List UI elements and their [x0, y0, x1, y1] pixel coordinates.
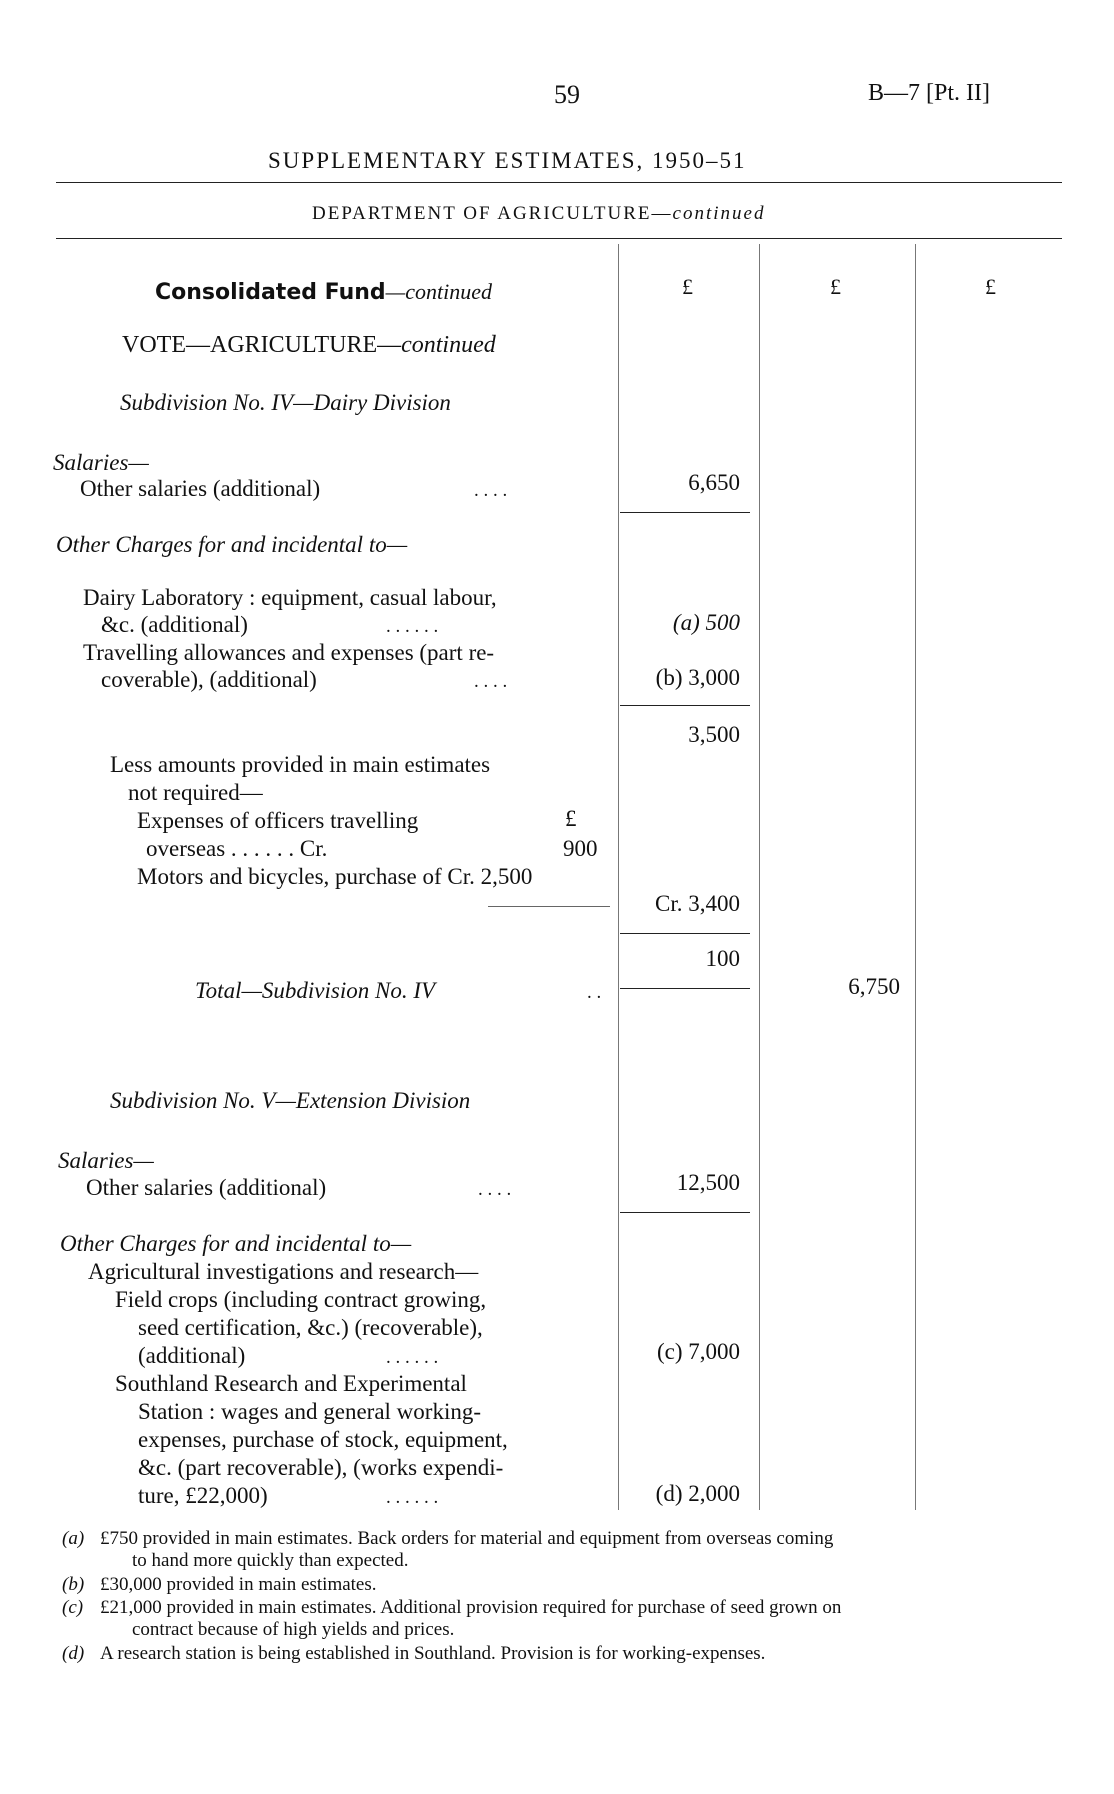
- subdivision-5-other-salaries: Other salaries (additional): [86, 1175, 327, 1200]
- subdivision-4-total-label: Total—Subdivision No. IV: [195, 978, 436, 1003]
- footnote-c-line-1: £21,000 provided in main estimates. Additional provision required for purchase of seed grown on: [100, 1597, 842, 1618]
- subdivision-5-other-charges-heading: Other Charges for and incidental to—: [60, 1231, 412, 1256]
- subdivision-4-credit-rule: [620, 933, 750, 934]
- southland-research-leaders: . . . . . .: [386, 1487, 439, 1508]
- department-name: DEPARTMENT OF AGRICULTURE—: [312, 203, 673, 224]
- footnote-d-line-1: A research station is being established in Southland. Provision is for working-expenses.: [100, 1643, 766, 1664]
- footnote-a-line-2: to hand more quickly than expected.: [132, 1550, 409, 1571]
- less-amounts-line-1: Less amounts provided in main estimates: [110, 752, 491, 777]
- vote-heading: [122, 332, 496, 359]
- motors-bicycles-line: Motors and bicycles, purchase of Cr. 2,500: [137, 864, 533, 889]
- subdivision-4-other-salaries: Other salaries (additional): [80, 476, 321, 501]
- fund-continued: —continued: [385, 279, 492, 304]
- expenses-pound-sign: £: [565, 806, 577, 831]
- subdivision-4-salaries-rule: [620, 512, 750, 513]
- subdivision-5-salaries-rule: [620, 1212, 750, 1213]
- page-title: SUPPLEMENTARY ESTIMATES, 1950–51: [268, 148, 747, 173]
- dairy-laboratory-leaders: . . . . . .: [386, 616, 439, 637]
- column-rule-3: [915, 244, 916, 1510]
- footnote-a-mark: (a): [62, 1528, 85, 1549]
- southland-research-line-4: &c. (part recoverable), (works expendi-: [138, 1455, 504, 1480]
- dairy-laboratory-amount: (a) 500: [672, 610, 740, 635]
- travelling-allowances-leaders: . . . .: [474, 671, 508, 692]
- footnote-d-mark: (d): [62, 1643, 85, 1664]
- fund-heading: [155, 279, 492, 305]
- southland-research-line-2: Station : wages and general working-: [138, 1399, 481, 1424]
- subdivision-5-other-salaries-amount: 12,500: [676, 1170, 740, 1195]
- field-crops-line-3: (additional): [138, 1343, 246, 1368]
- field-crops-leaders: . . . . . .: [386, 1347, 439, 1368]
- field-crops-amount: (c) 7,000: [656, 1339, 740, 1364]
- subdivision-4-other-salaries-amount: 6,650: [688, 470, 740, 495]
- expenses-officers-line-2: overseas . . . . . . Cr.: [146, 836, 328, 861]
- subdivision-4-credit-total: Cr. 3,400: [655, 891, 740, 916]
- field-crops-line-1: Field crops (including contract growing,: [115, 1287, 487, 1312]
- travelling-allowances-amount: (b) 3,000: [655, 665, 740, 690]
- less-amounts-line-2: not required—: [128, 780, 263, 805]
- subdivision-5-other-salaries-leaders: . . . .: [478, 1179, 512, 1200]
- footnote-b-mark: (b): [62, 1574, 85, 1595]
- travelling-allowances-line-1: Travelling allowances and expenses (part re-: [83, 640, 495, 665]
- vote-continued: continued: [401, 332, 496, 358]
- travelling-allowances-line-2: coverable), (additional): [101, 667, 317, 692]
- document-reference: B—7 [Pt. II]: [868, 80, 990, 106]
- subdivision-4-net: 100: [705, 946, 740, 971]
- column-rule-1: [618, 244, 619, 1510]
- footnote-a-line-1: £750 provided in main estimates. Back orders for material and equipment from overseas coming: [100, 1528, 834, 1549]
- southland-research-amount: (d) 2,000: [655, 1481, 740, 1506]
- subdivision-4-net-rule: [620, 988, 750, 989]
- subdivision-4-subtotal-rule: [620, 705, 750, 706]
- department-continued: continued: [672, 203, 766, 224]
- southland-research-line-3: expenses, purchase of stock, equipment,: [138, 1427, 508, 1452]
- page-number: 59: [554, 80, 580, 109]
- title-rule: [56, 182, 1062, 183]
- expenses-officers-line-1: Expenses of officers travelling: [137, 808, 419, 833]
- column-header-1: £: [682, 274, 693, 299]
- subdivision-5-heading: Subdivision No. V—Extension Division: [110, 1088, 471, 1113]
- subdivision-4-other-charges-heading: Other Charges for and incidental to—: [56, 532, 408, 557]
- subdivision-4-heading: Subdivision No. IV—Dairy Division: [120, 390, 451, 415]
- column-header-3: £: [985, 274, 996, 299]
- department-rule: [56, 238, 1062, 239]
- fund-label: Consolidated Fund: [155, 280, 386, 305]
- subdivision-4-total-amount: 6,750: [848, 974, 900, 999]
- agricultural-investigations-heading: Agricultural investigations and research—: [88, 1259, 479, 1284]
- subdivision-5-salaries-heading: Salaries—: [58, 1148, 154, 1173]
- footnote-b-line-1: £30,000 provided in main estimates.: [100, 1574, 377, 1595]
- subdivision-4-subtotal: 3,500: [688, 722, 740, 747]
- subdivision-4-other-salaries-leaders: . . . .: [474, 480, 508, 501]
- credit-subtotal-rule: [488, 906, 610, 907]
- dairy-laboratory-line-2: &c. (additional): [101, 612, 248, 637]
- footnote-c-line-2: contract because of high yields and prices.: [132, 1619, 455, 1640]
- vote-label: VOTE—AGRICULTURE—: [122, 332, 402, 358]
- field-crops-line-2: seed certification, &c.) (recoverable),: [138, 1315, 483, 1340]
- department-heading: [312, 203, 765, 225]
- southland-research-line-5: ture, £22,000): [138, 1483, 268, 1508]
- southland-research-line-1: Southland Research and Experimental: [115, 1371, 467, 1396]
- dairy-laboratory-line-1: Dairy Laboratory : equipment, casual labour,: [83, 585, 497, 610]
- footnote-c-mark: (c): [62, 1597, 84, 1618]
- subdivision-4-total-leaders: . .: [587, 982, 602, 1003]
- subdivision-4-salaries-heading: Salaries—: [53, 450, 149, 475]
- column-header-2: £: [830, 274, 841, 299]
- expenses-officers-amount: 900: [563, 836, 598, 861]
- column-rule-2: [759, 244, 760, 1510]
